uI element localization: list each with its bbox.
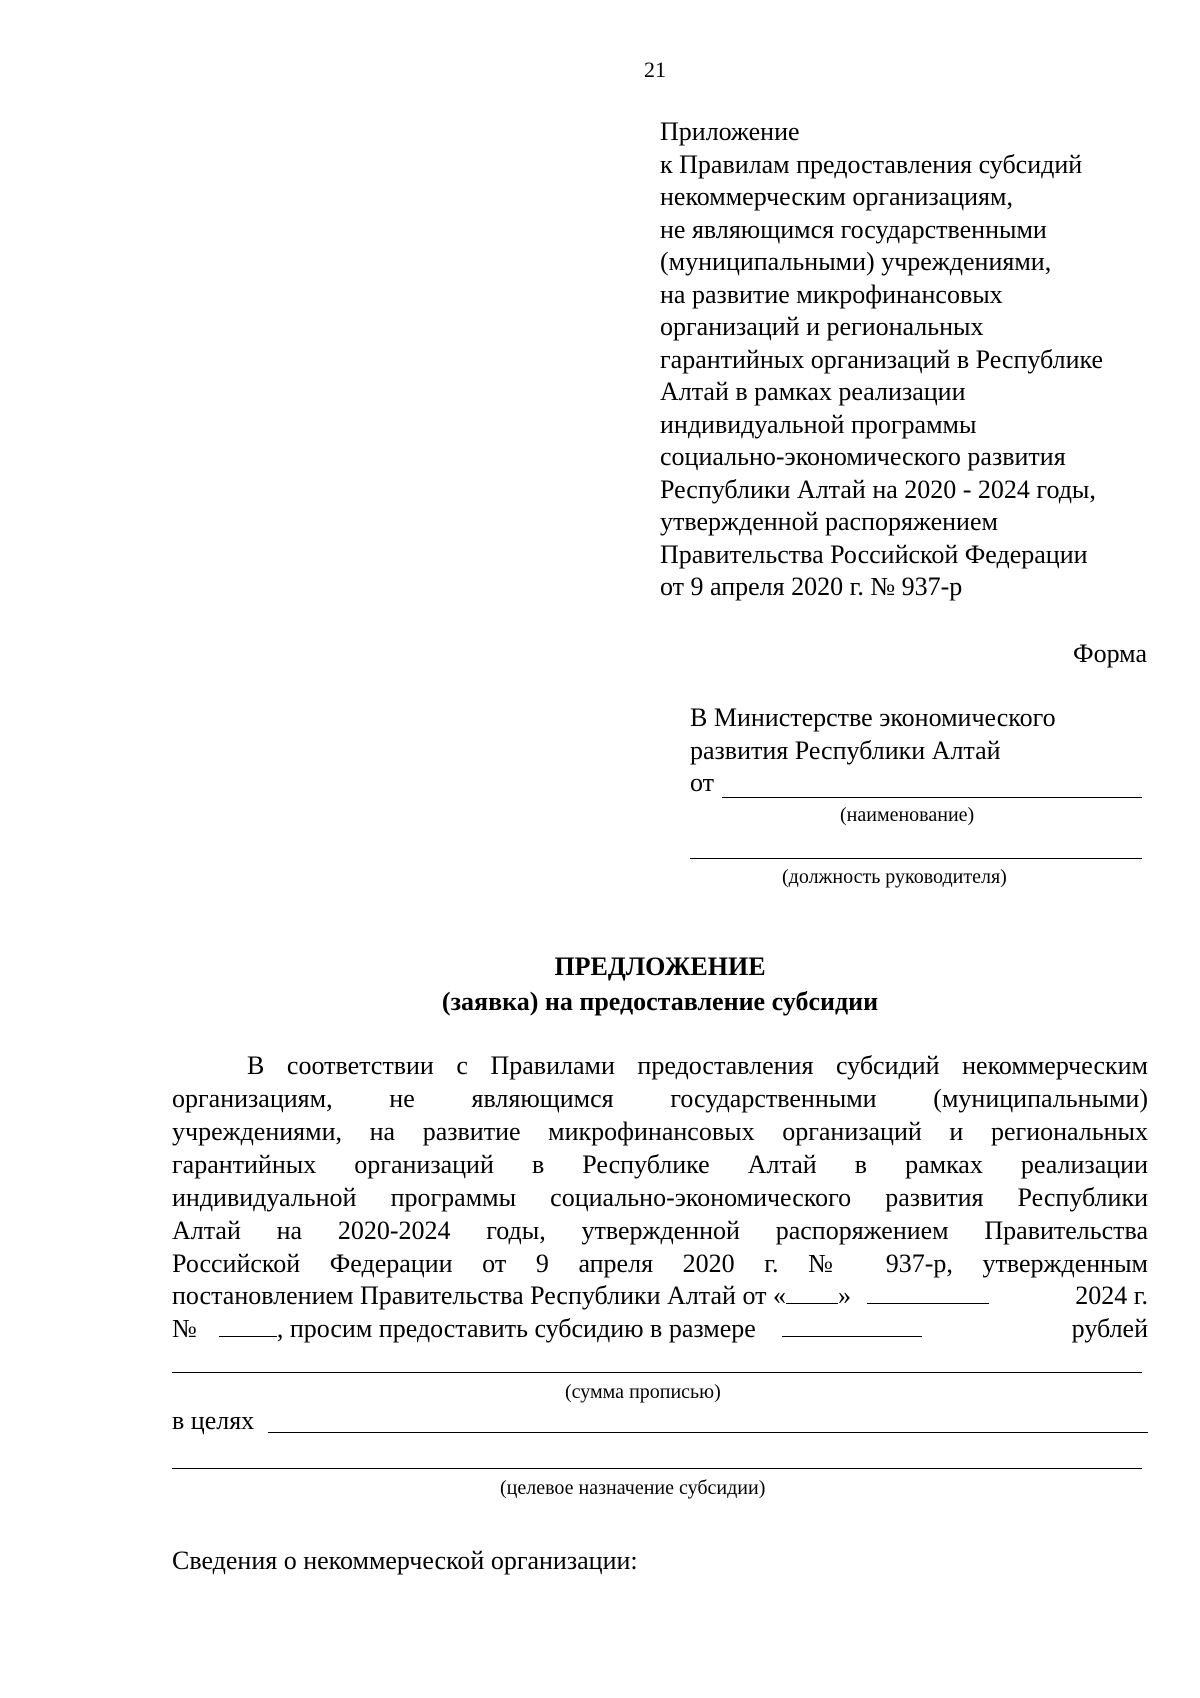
appendix-block (660, 116, 1103, 604)
appendix-line: организаций и региональных (660, 312, 984, 341)
page-number: 21 (644, 57, 666, 82)
purpose-label: в целях (172, 1406, 255, 1435)
appendix-line: Приложение (660, 117, 800, 146)
decree-number-field[interactable] (219, 1314, 277, 1337)
decree-text: постановлением Правительства Республики Алтай от « (172, 1281, 786, 1310)
sum-caption: (сумма прописью) (565, 1381, 721, 1403)
appendix-line: гарантийных организаций в Республике (660, 344, 1104, 374)
purpose-line-1[interactable] (268, 1432, 1148, 1433)
position-caption: (должность руководителя) (782, 866, 1007, 888)
body-first-line: В соответствии с Правилами предоставления субсидий некоммерческим (247, 1051, 1148, 1080)
appendix-line: к Правилам предоставления субсидий (660, 149, 1083, 179)
decree-day-field[interactable] (786, 1281, 838, 1304)
appendix-line: Правительства Российской Федерации (660, 539, 1088, 569)
purpose-line-2[interactable] (172, 1468, 1142, 1469)
document-title: ПРЕДЛОЖЕНИЕ (554, 952, 766, 981)
body-line: Российской Федерации от 9 апреля 2020 г. № 937-р, утвержденным (172, 1249, 1148, 1278)
name-caption: (наименование) (840, 804, 975, 826)
appendix-line: на развитие микрофинансовых (660, 279, 1003, 309)
appendix-line: утвержденной распоряжением (660, 507, 998, 536)
appendix-line: индивидуальной программы (660, 409, 977, 439)
addressee-line-2: развития Республики Алтай (690, 736, 1001, 765)
appendix-line: социально-экономического развития (660, 442, 1066, 471)
appendix-line: от 9 апреля 2020 г. № 937-р (660, 572, 963, 601)
decree-close-quote: » (837, 1281, 851, 1310)
decree-year: 2024 г. (1075, 1281, 1148, 1310)
appendix-line: (муниципальными) учреждениями, (660, 247, 1052, 276)
decree-month-field[interactable] (867, 1281, 989, 1304)
form-label: Форма (1073, 639, 1147, 668)
appendix-line: Алтай в рамках реализации (660, 377, 966, 406)
body-line: гарантийных организаций в Республике Алтай в рамках реализации (172, 1150, 1148, 1179)
appendix-line: Республики Алтай на 2020 - 2024 годы, (660, 474, 1096, 504)
body-line: Алтай на 2020-2024 годы, утвержденной распоряжением Правительства (172, 1216, 1148, 1245)
appendix-line: некоммерческим организациям, (660, 182, 1013, 211)
sum-in-words-line[interactable] (172, 1372, 1142, 1373)
body-line: организациям, не являющимся государственными (муниципальными) (172, 1084, 1148, 1113)
purpose-caption: (целевое назначение субсидии) (500, 1477, 766, 1499)
addressee-position-line[interactable] (690, 858, 1142, 859)
addressee-line-1: В Министерстве экономического (690, 703, 1056, 732)
addressee-from-label: от (690, 768, 715, 797)
body-line: учреждениями, на развитие микрофинансовых организаций и региональных (172, 1117, 1148, 1146)
org-info-heading: Сведения о некоммерческой организации: (172, 1546, 638, 1575)
number-sign: № (172, 1314, 197, 1343)
document-subtitle: (заявка) на предоставление субсидии (441, 987, 879, 1016)
request-line (172, 1313, 1148, 1346)
decree-line (172, 1280, 1148, 1313)
appendix-line: не являющимся государственными (660, 214, 1047, 244)
request-text: , просим предоставить субсидию в размере (276, 1314, 756, 1343)
currency-label: рублей (1071, 1314, 1148, 1343)
body-line: индивидуальной программы социально-экономического развития Республики (172, 1183, 1148, 1212)
addressee-name-line[interactable] (722, 797, 1142, 798)
subsidy-amount-field[interactable] (782, 1314, 922, 1337)
